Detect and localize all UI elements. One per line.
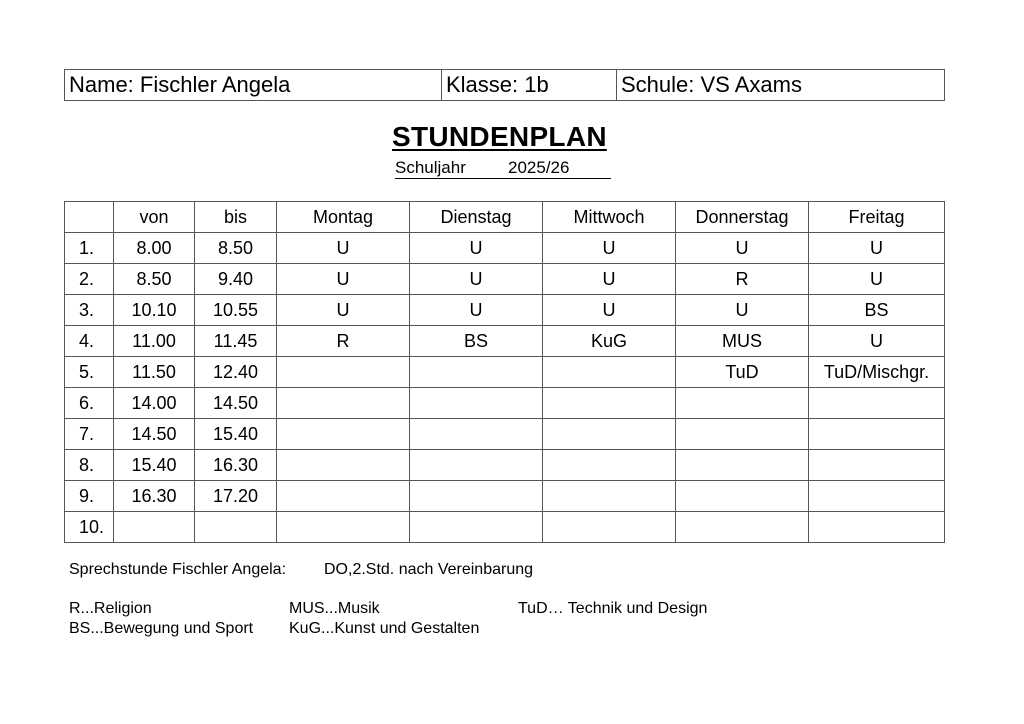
subject-cell: U <box>543 264 676 295</box>
time-cell: 8.00 <box>114 233 195 264</box>
subject-cell <box>277 357 410 388</box>
subject-cell <box>410 357 543 388</box>
subject-cell <box>410 419 543 450</box>
subject-cell <box>543 481 676 512</box>
header-info-row <box>65 70 945 101</box>
subject-cell <box>277 419 410 450</box>
subject-cell <box>543 419 676 450</box>
subject-cell: U <box>277 233 410 264</box>
class-name: Klasse: 1b <box>442 70 617 101</box>
timetable-header-row <box>65 202 945 233</box>
lesson-number: 7. <box>65 419 114 450</box>
subject-cell <box>676 512 809 543</box>
subject-cell: U <box>809 326 945 357</box>
subject-cell: U <box>277 295 410 326</box>
subject-cell: U <box>809 264 945 295</box>
time-cell: 15.40 <box>195 419 277 450</box>
subject-cell <box>277 481 410 512</box>
lesson-number: 6. <box>65 388 114 419</box>
table-row <box>65 512 945 543</box>
time-cell <box>114 512 195 543</box>
column-header: Mittwoch <box>543 202 676 233</box>
column-header: bis <box>195 202 277 233</box>
time-cell: 14.50 <box>195 388 277 419</box>
subject-cell: BS <box>410 326 543 357</box>
legend-item: BS...Bewegung und Sport <box>69 620 254 637</box>
timetable <box>64 201 945 543</box>
time-cell: 9.40 <box>195 264 277 295</box>
column-header: Freitag <box>809 202 945 233</box>
subject-cell: TuD/Mischgr. <box>809 357 945 388</box>
table-row <box>65 419 945 450</box>
time-cell: 14.00 <box>114 388 195 419</box>
lesson-number: 8. <box>65 450 114 481</box>
time-cell: 11.00 <box>114 326 195 357</box>
lesson-number: 4. <box>65 326 114 357</box>
subject-cell <box>277 388 410 419</box>
lesson-number: 5. <box>65 357 114 388</box>
table-row <box>65 264 945 295</box>
time-cell: 14.50 <box>114 419 195 450</box>
lesson-number: 1. <box>65 233 114 264</box>
lesson-number: 10. <box>65 512 114 543</box>
lesson-number: 2. <box>65 264 114 295</box>
teacher-name: Name: Fischler Angela <box>65 70 442 101</box>
legend-item: KuG...Kunst und Gestalten <box>289 620 480 637</box>
subject-cell: KuG <box>543 326 676 357</box>
subject-cell <box>676 481 809 512</box>
table-row <box>65 450 945 481</box>
subject-cell <box>410 481 543 512</box>
subject-cell <box>676 450 809 481</box>
legend-item: MUS...Musik <box>289 600 380 617</box>
time-cell: 11.50 <box>114 357 195 388</box>
subject-cell: U <box>676 233 809 264</box>
time-cell <box>195 512 277 543</box>
school-year <box>395 157 611 179</box>
column-header: von <box>114 202 195 233</box>
table-row <box>65 481 945 512</box>
subject-cell: U <box>410 233 543 264</box>
subject-cell: U <box>543 295 676 326</box>
subject-cell <box>809 450 945 481</box>
time-cell: 10.10 <box>114 295 195 326</box>
time-cell: 10.55 <box>195 295 277 326</box>
subject-cell: U <box>543 233 676 264</box>
table-row <box>65 233 945 264</box>
time-cell: 8.50 <box>195 233 277 264</box>
lesson-number: 3. <box>65 295 114 326</box>
office-hours-label: Sprechstunde Fischler Angela: <box>69 561 287 578</box>
subject-cell <box>410 450 543 481</box>
subject-cell <box>809 419 945 450</box>
time-cell: 8.50 <box>114 264 195 295</box>
subject-cell <box>410 512 543 543</box>
column-header: Montag <box>277 202 410 233</box>
column-header: Donnerstag <box>676 202 809 233</box>
subject-cell <box>809 481 945 512</box>
subject-cell <box>809 512 945 543</box>
subject-cell <box>809 388 945 419</box>
subject-cell <box>543 512 676 543</box>
column-header <box>65 202 114 233</box>
subject-cell: BS <box>809 295 945 326</box>
subject-cell: R <box>676 264 809 295</box>
subject-cell: U <box>676 295 809 326</box>
subject-cell: R <box>277 326 410 357</box>
subject-cell: U <box>410 264 543 295</box>
subject-cell: U <box>809 233 945 264</box>
subject-cell: U <box>277 264 410 295</box>
legend-item: R...Religion <box>69 600 152 617</box>
subject-cell <box>543 450 676 481</box>
subject-cell <box>277 450 410 481</box>
school-name: Schule: VS Axams <box>617 70 945 101</box>
time-cell: 16.30 <box>114 481 195 512</box>
subject-cell <box>676 419 809 450</box>
subject-cell: TuD <box>676 357 809 388</box>
subject-cell: MUS <box>676 326 809 357</box>
table-row <box>65 388 945 419</box>
header-info-table <box>64 69 945 101</box>
time-cell: 17.20 <box>195 481 277 512</box>
subject-cell <box>543 388 676 419</box>
column-header: Dienstag <box>410 202 543 233</box>
school-year-label: Schuljahr <box>395 158 466 177</box>
subject-cell <box>410 388 543 419</box>
office-hours-value: DO,2.Std. nach Vereinbarung <box>324 561 534 578</box>
subject-cell <box>676 388 809 419</box>
table-row <box>65 357 945 388</box>
time-cell: 12.40 <box>195 357 277 388</box>
time-cell: 16.30 <box>195 450 277 481</box>
subject-cell <box>543 357 676 388</box>
table-row <box>65 326 945 357</box>
table-row <box>65 295 945 326</box>
time-cell: 11.45 <box>195 326 277 357</box>
subject-cell <box>277 512 410 543</box>
lesson-number: 9. <box>65 481 114 512</box>
time-cell: 15.40 <box>114 450 195 481</box>
legend-item: TuD… Technik und Design <box>518 600 708 617</box>
subject-cell: U <box>410 295 543 326</box>
school-year-value: 2025/26 <box>508 158 570 177</box>
page-title: STUNDENPLAN <box>392 121 607 152</box>
